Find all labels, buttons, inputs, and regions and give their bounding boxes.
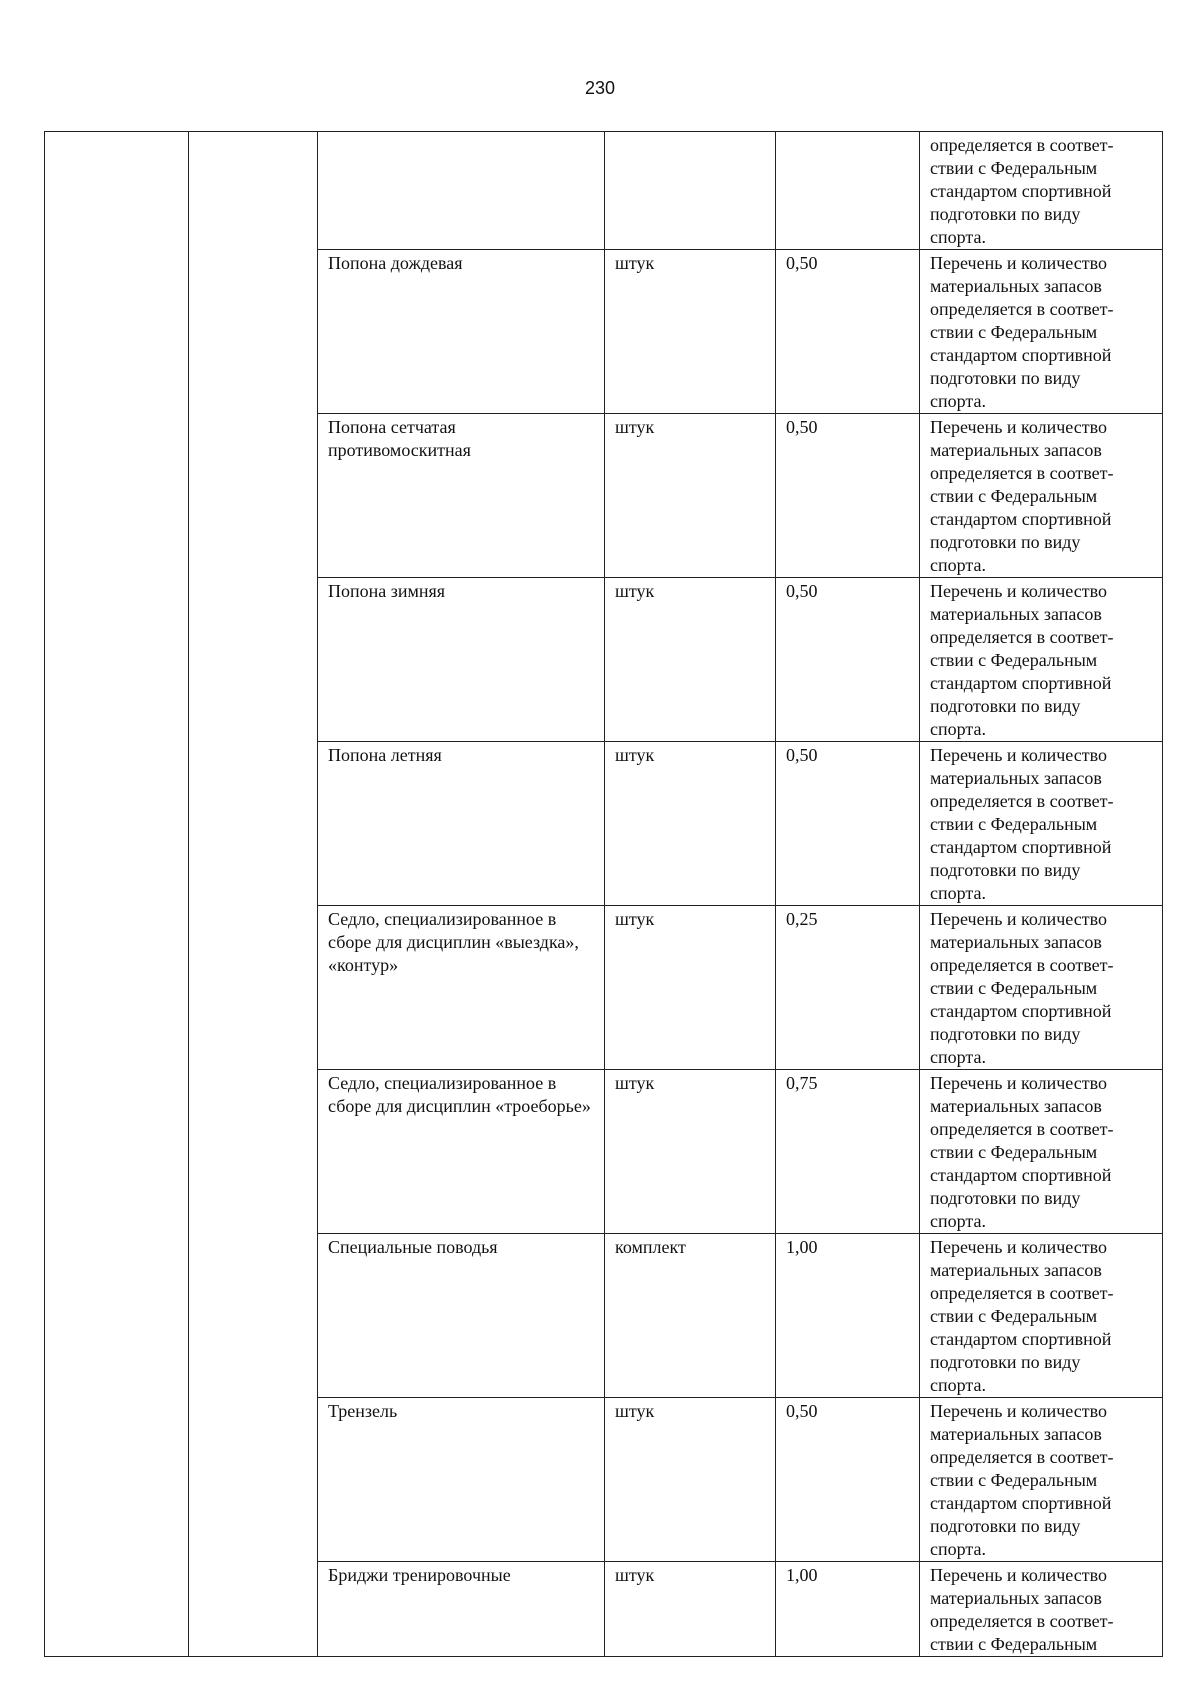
item-name-cell	[318, 414, 605, 578]
item-name-cell	[318, 1070, 605, 1234]
item-name-text: Попона сетчатая противомоскитная	[328, 417, 471, 460]
unit-text: штук	[615, 909, 655, 929]
item-name-text: Попона дождевая	[328, 253, 463, 273]
item-name-cell	[318, 578, 605, 742]
note-cell	[920, 1070, 1163, 1234]
merged-column-1-cell	[45, 132, 189, 1657]
item-name-text: Попона летняя	[328, 745, 442, 765]
note-text: Перечень и количество материальных запасов определяется в соответ- ствии с Федеральным стандартом спортивной подготовки по виду спорта.	[930, 417, 1114, 575]
unit-cell	[605, 132, 776, 250]
item-name-cell	[318, 132, 605, 250]
quantity-text: 0,50	[786, 745, 818, 765]
note-text: Перечень и количество материальных запасов определяется в соответ- ствии с Федеральным стандартом спортивной подготовки по виду спорта.	[930, 581, 1114, 739]
materials-table	[44, 131, 1163, 1657]
unit-text: штук	[615, 417, 655, 437]
unit-cell	[605, 414, 776, 578]
item-name-text: Седло, специализированное в сборе для дисциплин «троеборье»	[328, 1073, 591, 1116]
note-text: Перечень и количество материальных запасов определяется в соответ- ствии с Федеральным	[930, 1565, 1114, 1654]
unit-text: комплект	[615, 1237, 686, 1257]
note-cell	[920, 742, 1163, 906]
quantity-cell	[776, 578, 920, 742]
quantity-cell	[776, 1234, 920, 1398]
item-name-cell	[318, 1234, 605, 1398]
quantity-cell	[776, 1398, 920, 1562]
quantity-text: 0,50	[786, 581, 818, 601]
unit-text: штук	[615, 745, 655, 765]
unit-text: штук	[615, 1401, 655, 1421]
quantity-text: 0,50	[786, 1401, 818, 1421]
unit-cell	[605, 1562, 776, 1657]
quantity-cell	[776, 250, 920, 414]
item-name-text: Бриджи тренировочные	[328, 1565, 511, 1585]
note-cell	[920, 250, 1163, 414]
unit-cell	[605, 1070, 776, 1234]
item-name-text: Попона зимняя	[328, 581, 446, 601]
item-name-text: Специальные поводья	[328, 1237, 498, 1257]
note-text: Перечень и количество материальных запасов определяется в соответ- ствии с Федеральным стандартом спортивной подготовки по виду спорта.	[930, 909, 1114, 1067]
unit-cell	[605, 1234, 776, 1398]
unit-cell	[605, 906, 776, 1070]
note-text: Перечень и количество материальных запасов определяется в соответ- ствии с Федеральным стандартом спортивной подготовки по виду спорта.	[930, 1401, 1114, 1559]
quantity-cell	[776, 906, 920, 1070]
note-text: Перечень и количество материальных запасов определяется в соответ- ствии с Федеральным стандартом спортивной подготовки по виду спорта.	[930, 1237, 1114, 1395]
materials-table-body	[45, 132, 1163, 1657]
item-name-cell	[318, 1398, 605, 1562]
quantity-text: 0,50	[786, 253, 818, 273]
quantity-cell	[776, 742, 920, 906]
unit-text: штук	[615, 253, 655, 273]
item-name-cell	[318, 1562, 605, 1657]
note-cell	[920, 1234, 1163, 1398]
item-name-cell	[318, 250, 605, 414]
note-cell	[920, 132, 1163, 250]
note-text: Перечень и количество материальных запасов определяется в соответ- ствии с Федеральным стандартом спортивной подготовки по виду спорта.	[930, 253, 1114, 411]
unit-cell	[605, 742, 776, 906]
quantity-cell	[776, 1070, 920, 1234]
unit-text: штук	[615, 1565, 655, 1585]
page-number: 230	[584, 78, 616, 98]
unit-text: штук	[615, 1073, 655, 1093]
note-text: определяется в соответ- ствии с Федеральным стандартом спортивной подготовки по виду спорта.	[930, 135, 1114, 247]
note-cell	[920, 414, 1163, 578]
table-row-continuation	[45, 132, 1163, 250]
quantity-cell	[776, 1562, 920, 1657]
note-text: Перечень и количество материальных запасов определяется в соответ- ствии с Федеральным стандартом спортивной подготовки по виду спорта.	[930, 745, 1114, 903]
note-cell	[920, 1562, 1163, 1657]
quantity-cell	[776, 132, 920, 250]
note-cell	[920, 578, 1163, 742]
note-cell	[920, 1398, 1163, 1562]
note-text: Перечень и количество материальных запасов определяется в соответ- ствии с Федеральным стандартом спортивной подготовки по виду спорта.	[930, 1073, 1114, 1231]
item-name-text: Седло, специализированное в сборе для дисциплин «выездка», «контур»	[328, 909, 579, 975]
quantity-text: 0,25	[786, 909, 818, 929]
merged-column-2-cell	[189, 132, 318, 1657]
quantity-cell	[776, 414, 920, 578]
quantity-text: 1,00	[786, 1237, 818, 1257]
quantity-text: 1,00	[786, 1565, 818, 1585]
quantity-text: 0,75	[786, 1073, 818, 1093]
item-name-text: Трензель	[328, 1401, 398, 1421]
unit-text: штук	[615, 581, 655, 601]
note-cell	[920, 906, 1163, 1070]
item-name-cell	[318, 906, 605, 1070]
unit-cell	[605, 1398, 776, 1562]
unit-cell	[605, 250, 776, 414]
item-name-cell	[318, 742, 605, 906]
quantity-text: 0,50	[786, 417, 818, 437]
unit-cell	[605, 578, 776, 742]
